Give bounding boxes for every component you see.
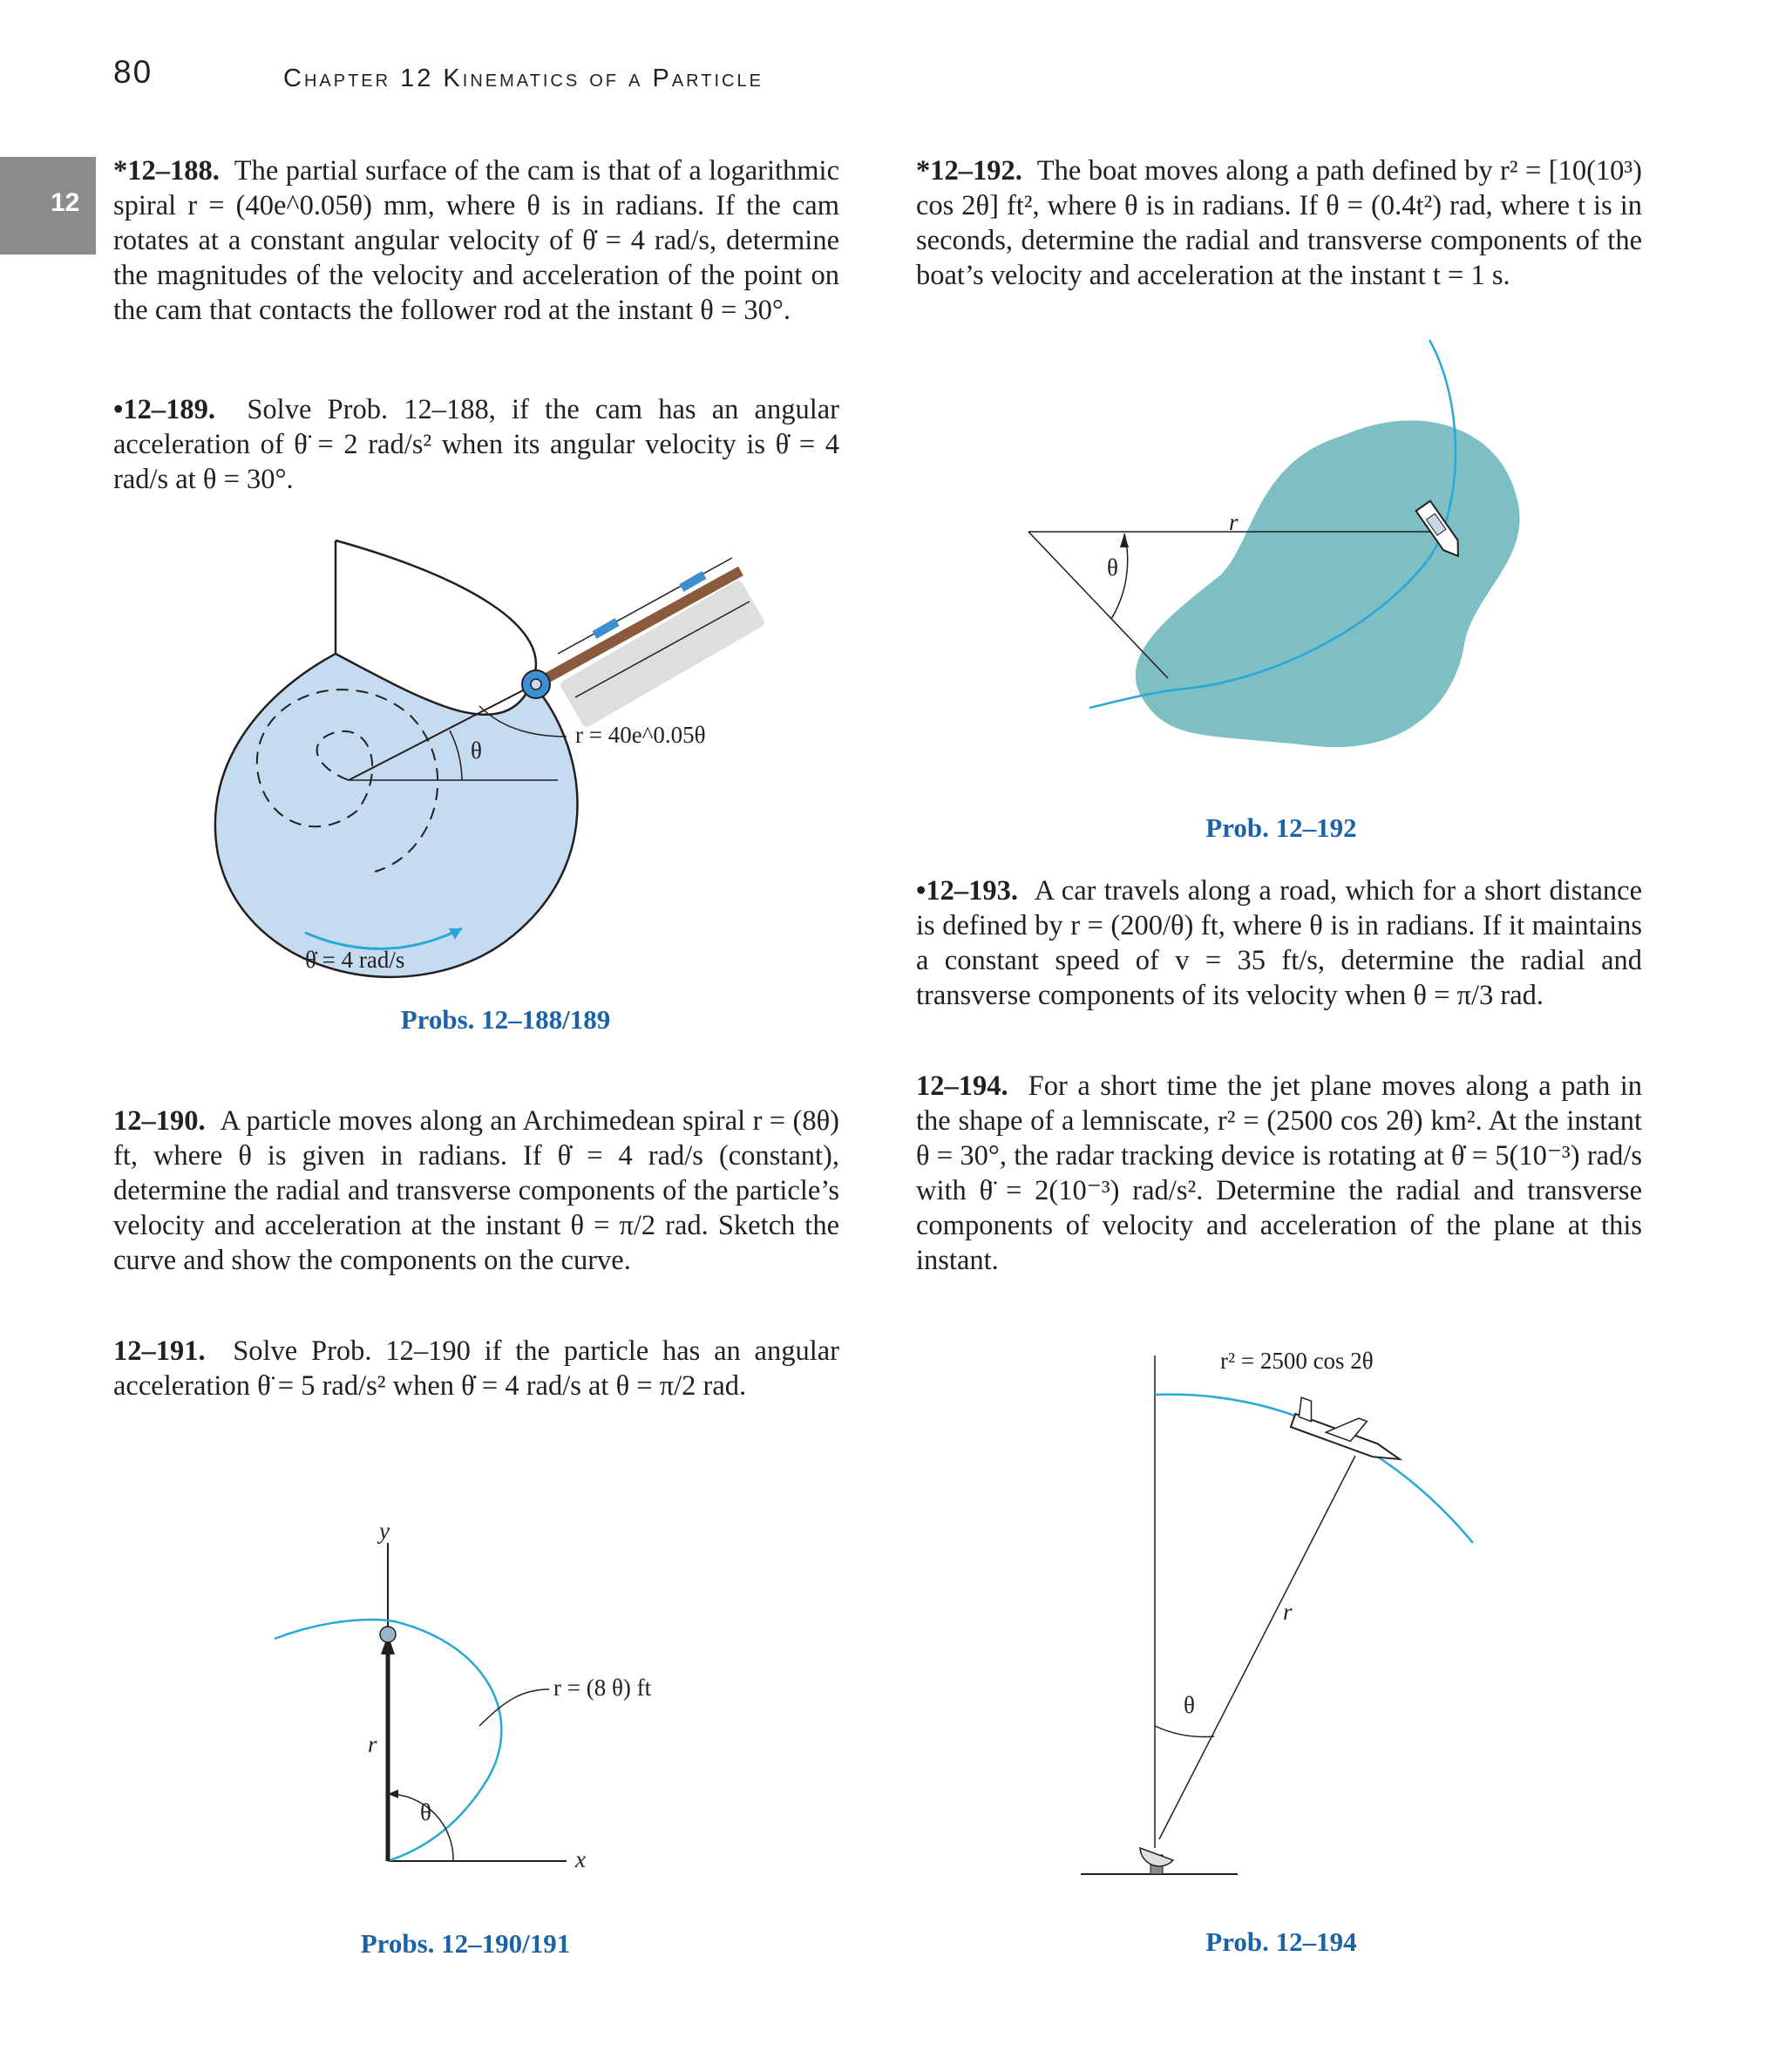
jet-figure-caption: Prob. 12–194 [1205, 1926, 1357, 1957]
radar-dish-icon [1140, 1848, 1173, 1874]
cam-r-label: r = 40e^0.05θ [575, 722, 706, 748]
spiral-r-axis-label: r [368, 1731, 377, 1757]
problem-text: A car travels along a road, which for a short distance is defined by r = (200/θ) ft, where θ is in radians. If it maintains a constant speed of v = 35 ft/s, determine the radial and transverse components of its velocity when θ = π/3 rad. [916, 875, 1642, 1011]
problem-number: *12–188. [113, 155, 220, 187]
radar-line [1159, 1456, 1355, 1839]
boat-figure-caption: Prob. 12–192 [1205, 812, 1357, 843]
lake-region [1136, 420, 1520, 747]
spiral-y-label: y [379, 1518, 390, 1544]
problem-number: 12–190. [113, 1105, 206, 1137]
spiral-r-label: r = (8 θ) ft [553, 1675, 652, 1701]
problem-text: The partial surface of the cam is that of a logarithmic spiral r = (40e^0.05θ) mm, where θ is in radians. If the cam rotates at a constant angular velocity of θ̇ = 4 rad/s, determine the magnitudes of the velocity and acceleration of the point on the cam that contacts the follower rod at the instant θ = 30°. [113, 155, 839, 326]
problem-12-192 [916, 153, 1642, 293]
problem-text: For a short time the jet plane moves along a path in the shape of a lemniscate, r² = (2500 cos 2θ) km². At the instant θ = 30°, the radar tracking device is rotating at θ̇ = 5(10⁻³) rad/s with θ̈ = 2(10⁻³) rad/s². Determine the radial and transverse components of velocity and acceleration of the plane at this instant. [916, 1070, 1643, 1276]
cam-body [215, 540, 578, 977]
jet-icon [1291, 1397, 1408, 1465]
jet-r-label: r [1283, 1599, 1293, 1625]
boat-theta-label: θ [1107, 554, 1118, 581]
jet-figure [1063, 1334, 1517, 1900]
spiral-x-label: x [575, 1846, 586, 1872]
jet-theta-label: θ [1184, 1692, 1195, 1718]
problem-number: •12–189. [113, 394, 216, 425]
problem-text: A particle moves along an Archimedean spiral r = (8θ) ft, where θ is given in radians. If θ̇ = 4 rad/s (constant), determine the radial and transverse components of the particle’s velocity and acceleration at the instant θ = π/2 rad. Sketch the curve and show the components on the curve. [113, 1105, 839, 1276]
lemniscate-path [1155, 1395, 1473, 1543]
page-number: 80 [113, 54, 153, 90]
boat-figure [1011, 331, 1551, 767]
boat-r-label: r [1229, 509, 1239, 535]
problem-12-189 [113, 392, 839, 497]
problem-number: •12–193. [916, 875, 1019, 907]
problem-number: 12–194. [916, 1070, 1008, 1102]
chapter-side-tab [0, 157, 96, 255]
problem-12-194 [916, 1069, 1642, 1278]
cam-figure-caption: Probs. 12–188/189 [400, 1004, 611, 1035]
spiral-figure [261, 1517, 697, 1883]
particle [380, 1627, 396, 1642]
problem-text: Solve Prob. 12–188, if the cam has an angular acceleration of θ̈ = 2 rad/s² when its angular velocity is θ̇ = 4 rad/s at θ = 30°. [113, 394, 839, 495]
problem-number: *12–192. [916, 155, 1022, 187]
problem-12-190 [113, 1104, 839, 1278]
problem-12-188 [113, 153, 839, 328]
cam-figure [174, 523, 784, 1011]
spiral-figure-caption: Probs. 12–190/191 [360, 1928, 571, 1959]
spiral-theta-label: θ [420, 1799, 431, 1825]
jet-eq-label: r² = 2500 cos 2θ [1220, 1348, 1374, 1374]
problem-number: 12–191. [113, 1335, 206, 1367]
chapter-title: Chapter 12 Kinematics of a Particle [283, 65, 764, 92]
problem-text: The boat moves along a path defined by r² = [10(10³) cos 2θ] ft², where θ is in radians. If θ = (0.4t²) rad, where t is in seconds, determine the radial and transverse components of the boat’s velocity and acceleration at the instant t = 1 s. [916, 155, 1642, 291]
cam-outline [336, 540, 536, 683]
problem-12-191 [113, 1334, 839, 1403]
cam-theta-label: θ [471, 737, 482, 764]
chapter-tab-label: 12 [51, 188, 80, 217]
problem-text: Solve Prob. 12–190 if the particle has an angular acceleration θ̈ = 5 rad/s² when θ̇ = 4 rad/s at θ = π/2 rad. [113, 1335, 839, 1402]
cam-omega-label: θ̇ = 4 rad/s [305, 947, 405, 973]
problem-12-193 [916, 873, 1642, 1013]
